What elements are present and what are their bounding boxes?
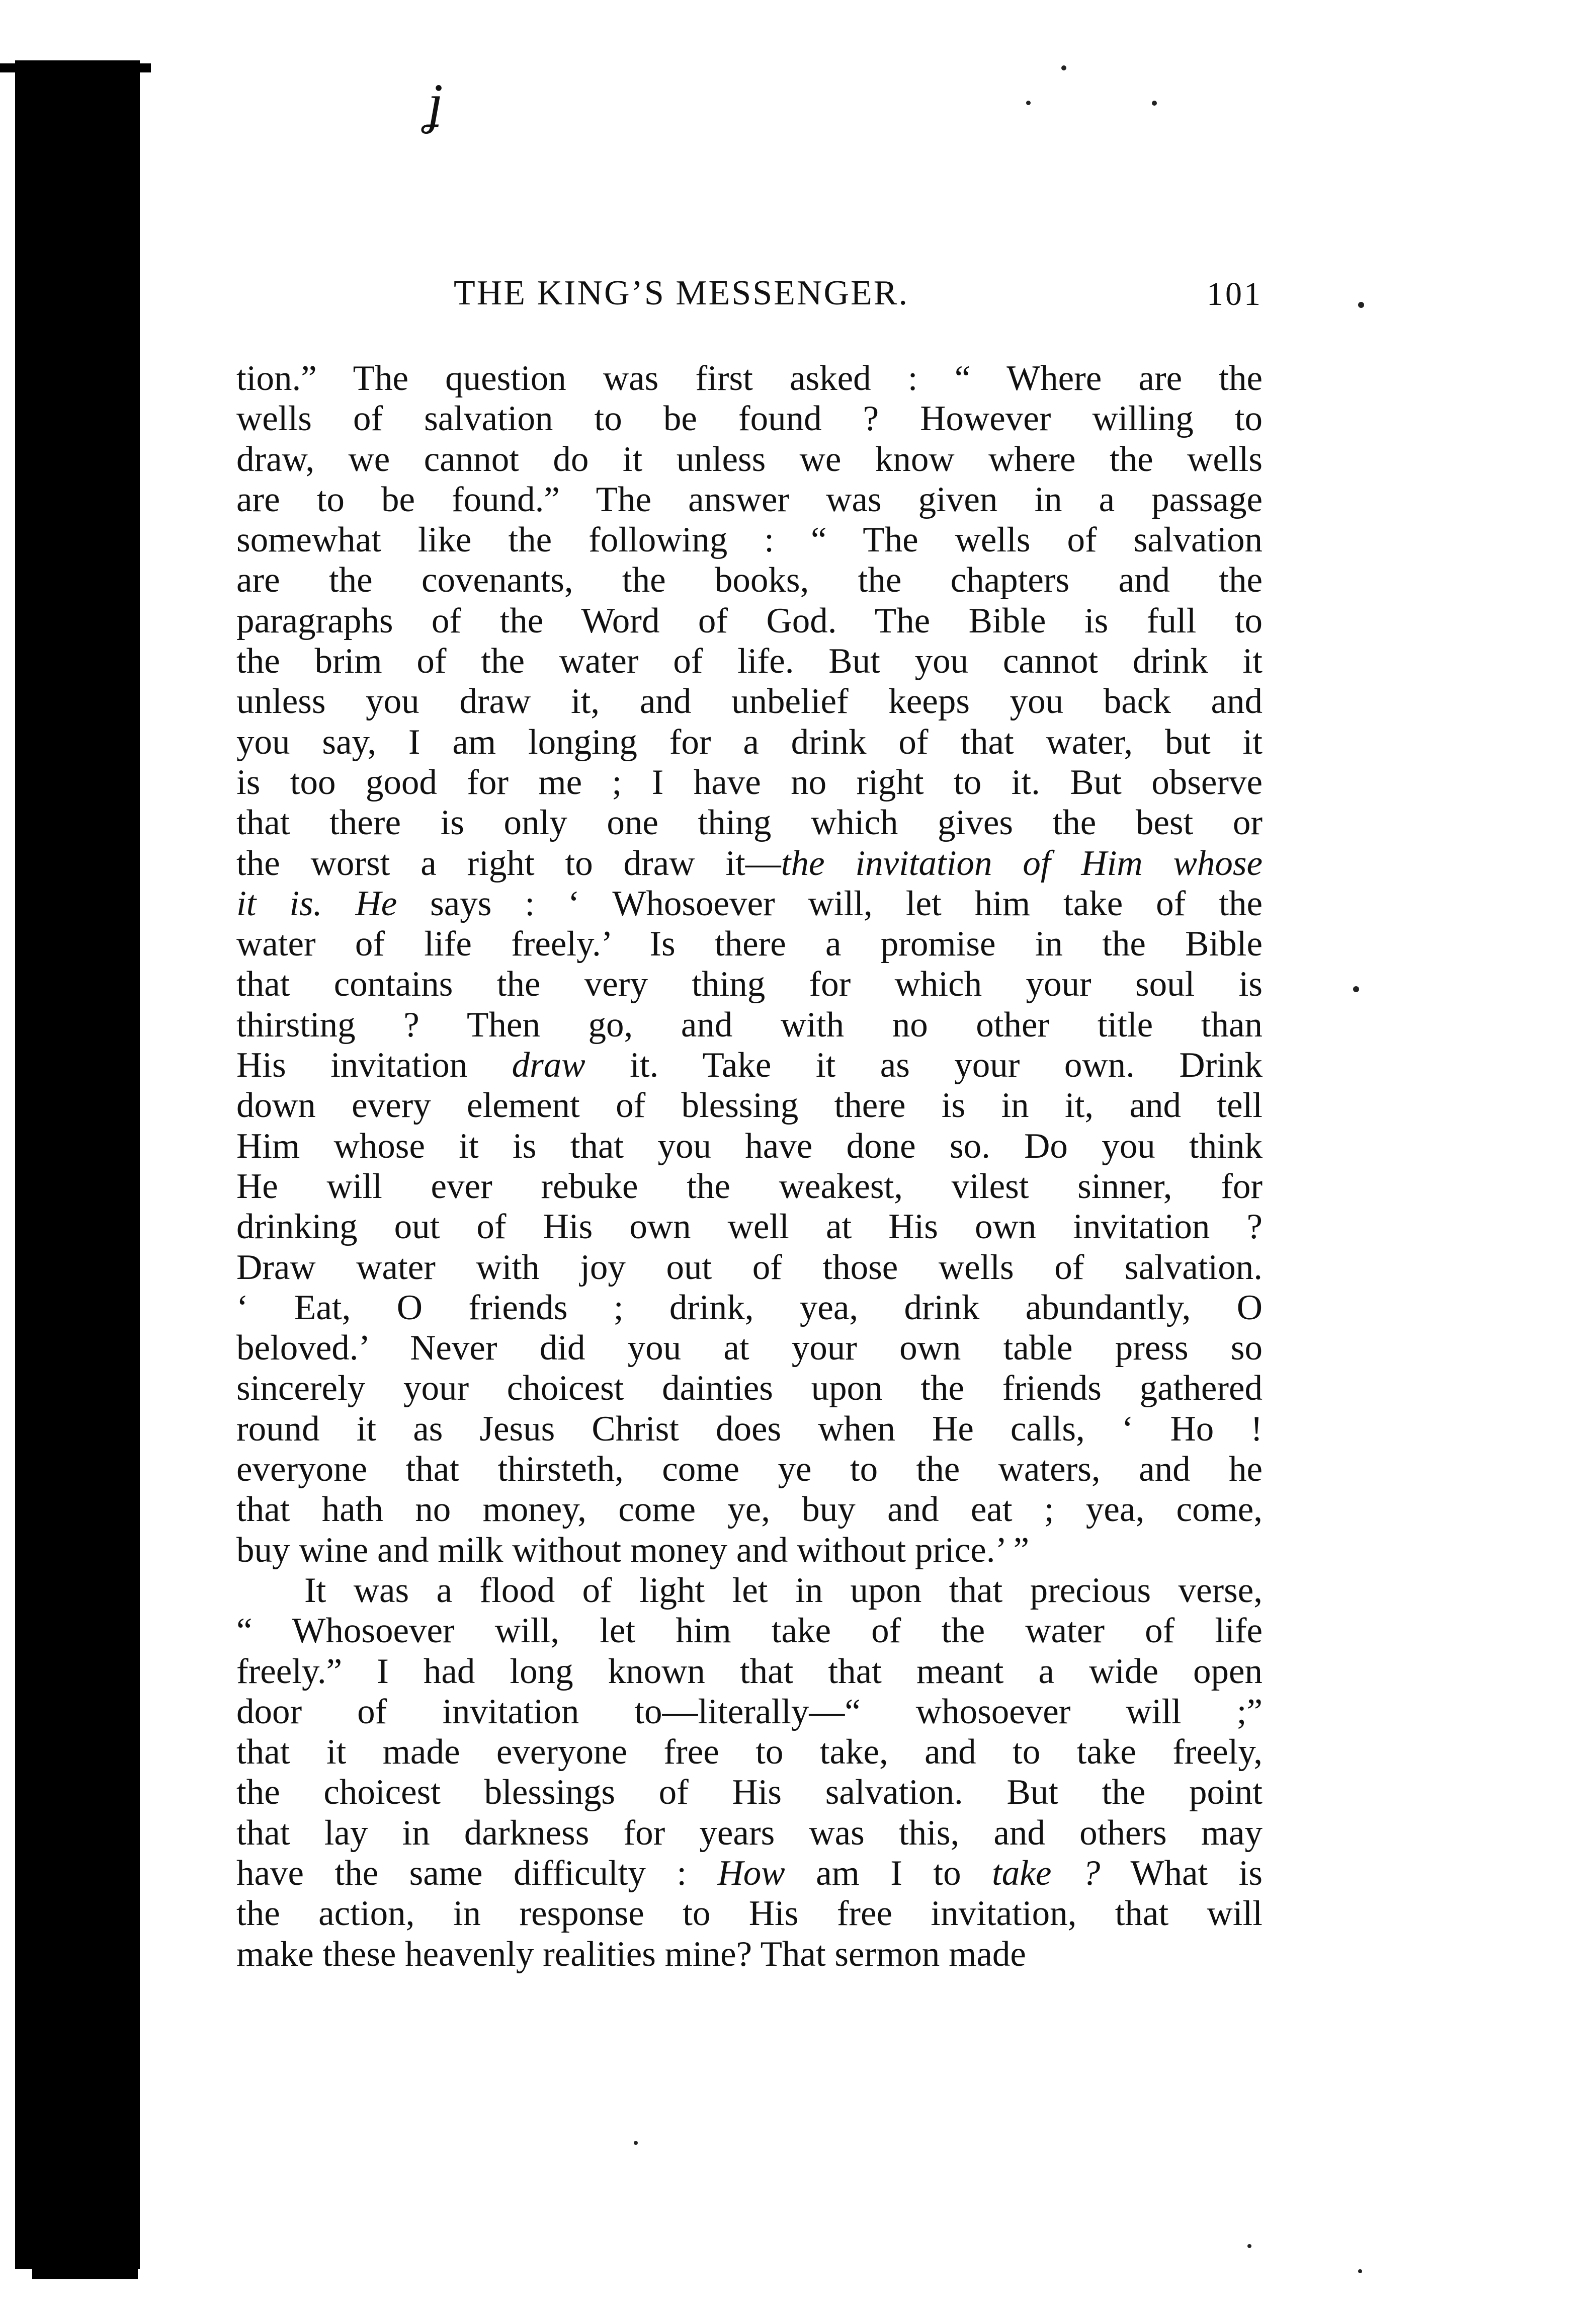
text-line [236,1732,1263,1772]
italic-phrase: the invitation of Him whose [781,843,1263,883]
text-line [236,803,1263,843]
line-text: am I to [785,1853,992,1893]
line-text: door of invitation to—literally—“ whosoever will ;” [236,1692,1263,1731]
text-line [236,1449,1263,1489]
text-line [236,1368,1263,1408]
line-text: sincerely your choicest dainties upon the friends gathered [236,1369,1263,1408]
line-text: It was a flood of light let in upon that precious verse, [304,1570,1263,1610]
italic-phrase: it is. [236,884,322,923]
line-text: down every element of blessing there is in it, and tell [236,1086,1263,1126]
page-header [236,276,1263,331]
scan-speck [1026,101,1031,105]
text-line [236,1005,1263,1045]
line-text: is too good for me ; I have no right to it. But observe [236,762,1263,802]
line-text: beloved.’ Never did you at your own table press so [236,1328,1263,1368]
text-line [236,439,1263,479]
line-text: that lay in darkness for years was this, and others may [236,1813,1263,1853]
scan-speck [1152,101,1157,106]
line-text: have the same difficulty : [236,1853,718,1893]
text-line [236,1489,1263,1530]
line-text: the choicest blessings of His salvation. But the point [236,1773,1263,1812]
line-text: He will ever rebuke the weakest, vilest sinner, for [236,1166,1263,1206]
italic-phrase: How [717,1853,785,1893]
line-text: the action, in response to His free invitation, that will [236,1894,1263,1934]
text-line [236,924,1263,964]
text-line [236,479,1263,520]
body-text [236,358,1263,1974]
text-line [236,843,1263,884]
text-line [236,1893,1263,1934]
line-text: paragraphs of the Word of God. The Bible is full to [236,601,1263,641]
line-text: are to be found.” The answer was given in a passage [236,479,1263,519]
line-text: make these heavenly realities mine? That sermon made [236,1934,1026,1974]
text-line [236,1126,1263,1166]
text-line [236,1934,1263,1974]
text-line [236,1247,1263,1288]
text-line [236,884,1263,924]
line-text: draw, we cannot do it unless we know where the wells [236,439,1263,479]
line-text: are the covenants, the books, the chapters and the [236,561,1263,600]
line-text: “ Whosoever will, let him take of the water of life [236,1611,1263,1651]
italic-phrase: draw [512,1046,585,1085]
scan-speck [1358,302,1364,308]
line-text: that there is only one thing which gives the best or [236,803,1263,843]
scan-speck [634,2141,638,2145]
line-text: that hath no money, come ye, buy and eat ; yea, come, [236,1490,1263,1530]
text-line [236,1853,1263,1893]
line-text: somewhat like the following : “ The wells of salvation [236,520,1263,560]
text-line [236,1045,1263,1085]
text-line [236,681,1263,722]
text-line [236,1813,1263,1853]
text-line [236,641,1263,681]
line-text: unless you draw it, and unbelief keeps you back and [236,682,1263,722]
line-text: wells of salvation to be found ? However willing to [236,399,1263,439]
text-line [236,1611,1263,1651]
text-line [236,964,1263,1004]
scan-binding-edge [15,60,140,2269]
text-line [236,520,1263,560]
line-text: that contains the very thing for which your soul is [236,965,1263,1004]
text-line [236,1530,1263,1570]
text-line [236,1207,1263,1247]
line-text: Him whose it is that you have done so. Do you think [236,1126,1263,1166]
line-text: ‘ Eat, O friends ; drink, yea, drink abundantly, O [236,1288,1263,1327]
text-line [236,398,1263,439]
text-line [236,1409,1263,1449]
line-text: the worst a right to draw it— [236,843,781,883]
italic-phrase: He [355,884,397,923]
scan-speck [1061,65,1066,70]
line-text: drinking out of His own well at His own invitation ? [236,1207,1263,1247]
text-line [236,1085,1263,1126]
text-line [236,1166,1263,1207]
line-text: the brim of the water of life. But you cannot drink it [236,642,1263,681]
text-line [236,1288,1263,1328]
line-text: says : ‘ Whosoever will, let him take of the [397,884,1263,923]
text-line [236,722,1263,762]
italic-phrase: take ? [992,1853,1101,1893]
running-head: THE KING’S MESSENGER. [454,274,909,312]
text-line [236,1692,1263,1732]
text-line [236,762,1263,803]
scan-speck [1353,986,1359,992]
line-text: water of life freely.’ Is there a promise in the Bible [236,924,1263,964]
line-text: it. Take it as your own. Drink [585,1046,1263,1085]
text-line [236,1651,1263,1692]
text-line [236,560,1263,600]
line-text: you say, I am longing for a drink of that water, but it [236,722,1263,762]
page-number: 101 [1207,276,1263,312]
line-text: What is [1100,1853,1263,1893]
line-text: everyone that thirsteth, come ye to the waters, and he [236,1450,1263,1489]
scan-speck [1247,2244,1251,2248]
text-line [236,1328,1263,1368]
text-line [236,601,1263,641]
line-text: tion.” The question was first asked : “ Where are the [236,359,1263,398]
text-line [236,358,1263,398]
line-text [322,884,356,923]
line-text: thirsting ? Then go, and with no other title than [236,1005,1263,1045]
line-text: that it made everyone free to take, and to take freely, [236,1732,1263,1772]
line-text: freely.” I had long known that that meant a wide open [236,1651,1263,1691]
text-line [236,1570,1263,1611]
scan-edge-bottom [32,2249,138,2279]
line-text: buy wine and milk without money and without price.’ ” [236,1530,1030,1570]
text-line [236,1772,1263,1812]
line-text: His invitation [236,1046,512,1085]
line-text: Draw water with joy out of those wells of salvation. [236,1247,1263,1287]
scan-speck [1358,2269,1362,2273]
top-mark: ʝ [428,72,443,134]
line-text: round it as Jesus Christ does when He calls, ‘ Ho ! [236,1409,1263,1449]
